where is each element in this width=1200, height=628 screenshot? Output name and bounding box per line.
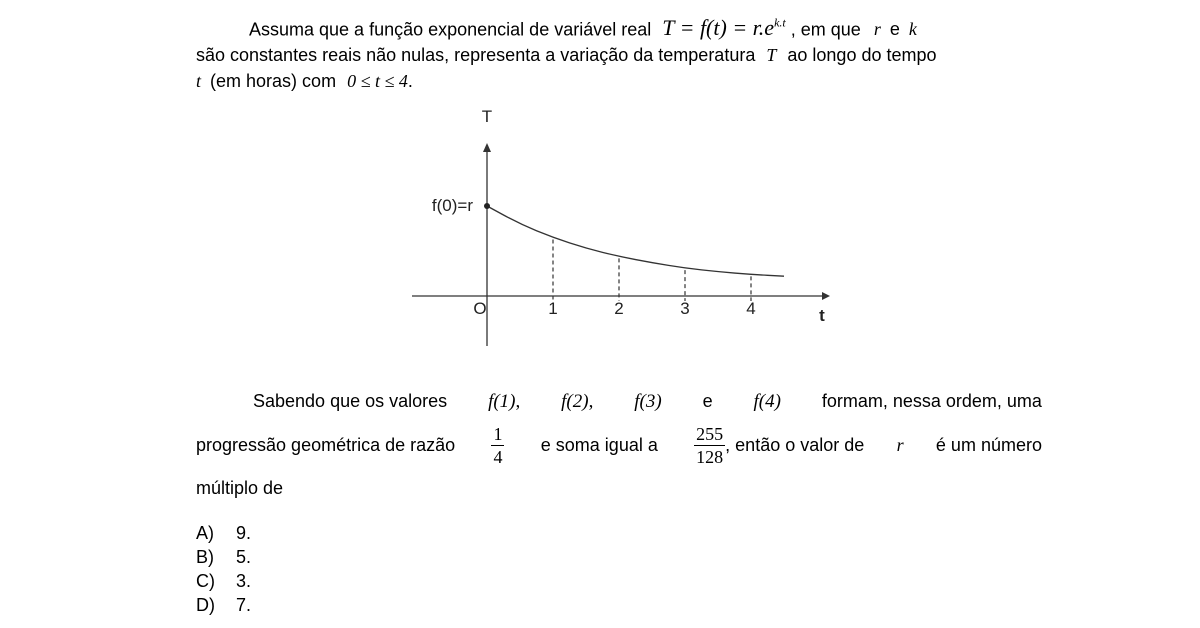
option-value: 5.: [236, 547, 252, 567]
option-c[interactable]: [196, 570, 251, 592]
variable-T: T: [766, 45, 777, 65]
chart-guides: [553, 240, 751, 302]
option-b[interactable]: [196, 546, 251, 568]
initial-point-label: f(0)=r: [431, 196, 473, 215]
body-text: , então o valor de: [725, 435, 865, 455]
initial-point: [484, 203, 490, 209]
body-text: múltiplo de: [196, 478, 284, 498]
intro-text: .: [407, 71, 413, 91]
sum-denominator: 128: [696, 446, 724, 467]
intro-text: (em horas) com: [210, 71, 337, 91]
ratio-numerator: 1: [493, 423, 503, 444]
body-line-3: [196, 477, 283, 499]
body-text: e soma igual a: [540, 435, 658, 455]
sum-numerator: 255: [696, 423, 724, 444]
variable-t: t: [196, 71, 202, 91]
inequality: 0 ≤ t ≤ 4: [347, 71, 408, 91]
body-text: progressão geométrica de razão: [196, 435, 456, 455]
body-text: formam, nessa ordem, uma: [821, 391, 1042, 411]
option-value: 7.: [236, 595, 252, 615]
f1-term: f(1): [488, 391, 516, 412]
intro-text: são constantes reais não nulas, representa a variação da temperatura: [196, 45, 756, 65]
option-value: 9.: [236, 523, 252, 543]
body-text: e: [702, 391, 713, 411]
body-line-2: [196, 420, 1042, 470]
intro-text: ao longo do tempo: [787, 45, 937, 65]
decay-curve: [487, 206, 784, 276]
sum-fraction: [694, 424, 725, 467]
intro-text: , em que: [790, 19, 861, 40]
variable-r: r: [873, 19, 881, 40]
option-a[interactable]: [196, 522, 251, 544]
option-letter: B): [196, 547, 214, 567]
intro-text: e: [889, 19, 900, 40]
formula-base: T = f(t) = r.e: [662, 15, 775, 41]
f3-term: f(3): [634, 391, 662, 412]
option-letter: C): [196, 571, 215, 591]
formula-exponent: k.t: [774, 16, 786, 30]
option-letter: D): [196, 595, 215, 615]
body-line-1: Sabendo que os valores f(1), f(2), f(3) e f(4) formam, nessa ordem, uma: [253, 391, 1042, 412]
y-axis-arrow: [483, 143, 491, 152]
variable-r: r: [896, 435, 904, 455]
origin-label: O: [473, 299, 487, 318]
x-tick-label-3: 3: [680, 299, 690, 318]
ratio-denominator: 4: [493, 446, 503, 467]
option-value: 3.: [236, 571, 252, 591]
x-tick-label-2: 2: [614, 299, 624, 318]
ratio-fraction: [491, 424, 504, 467]
chart-labels: [432, 107, 825, 325]
body-text: é um número: [935, 435, 1042, 455]
option-d[interactable]: [196, 594, 251, 616]
f2-term: f(2): [561, 391, 589, 412]
intro-text: Assuma que a função exponencial de variável real: [249, 19, 652, 40]
y-axis-label: T: [481, 107, 493, 126]
x-tick-label-4: 4: [746, 299, 756, 318]
variable-k: k: [908, 19, 917, 40]
x-axis-arrow: [822, 292, 830, 300]
option-letter: A): [196, 523, 214, 543]
x-axis-label: t: [819, 306, 825, 325]
body-text: Sabendo que os valores: [253, 391, 448, 411]
f4-term: f(4): [753, 391, 781, 412]
x-tick-label-1: 1: [548, 299, 558, 318]
